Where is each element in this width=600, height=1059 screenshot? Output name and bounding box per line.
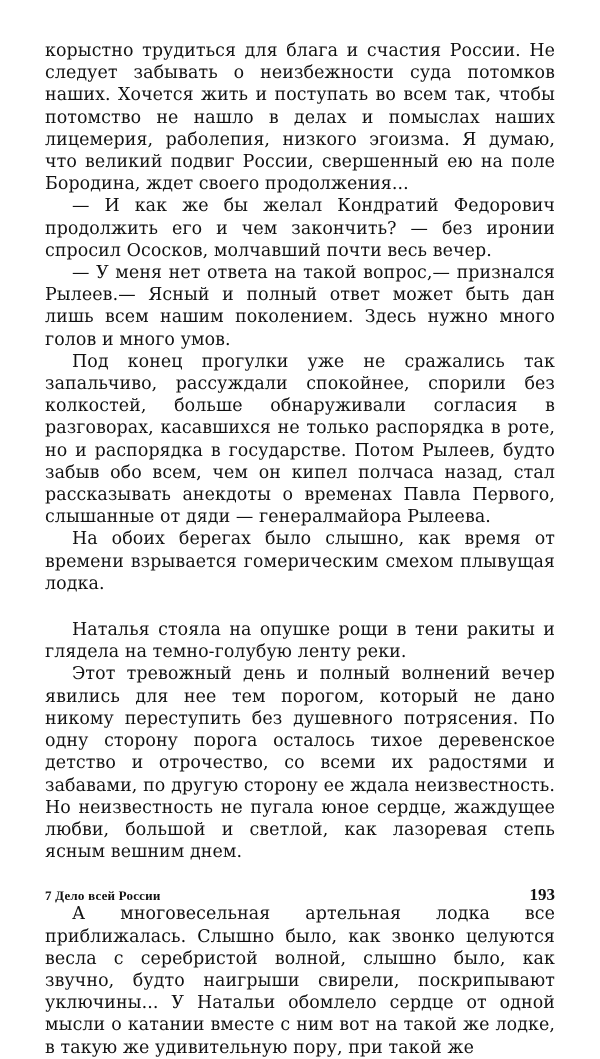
- paragraph: корыстно трудиться для блага и счастия России. Не следует забывать о неизбежности суда потомков наших. Хочется жить и поступать во всем так, чтобы потомство не нашло в делах и помыслах наших лицемерия, раболепия, низкого эгоизма. Я думаю, что великий подвиг России, свершенный ею на поле Бородина, ждет своего продолжения...: [45, 41, 555, 195]
- paragraph: — У меня нет ответа на такой вопрос,— признался Рылеев.— Ясный и полный ответ может быть дан лишь всем нашим поколением. Здесь нужно много голов и много умов.: [45, 263, 555, 350]
- paragraph: Этот тревожный день и полный волнений вечер явились для нее тем порогом, который не дано никому переступить без душевного потрясения. По одну сторону порога осталось тихое деревенское детство и отрочество, со всеми их радостями и забавами, по другую сторону ее ждала неизвестность. Но неизвестность не пугала юное сердце, жаждущее любви, большой и светлой, как лазоревая степь ясным вешним днем.: [45, 664, 555, 863]
- paragraph: Наталья стояла на опушке рощи в тени ракиты и глядела на темно-голубую ленту реки.: [45, 620, 555, 663]
- paragraph: — И как же бы желал Кондратий Федорович продолжить его и чем закончить? — без иронии спросил Ососков, молчавший почти весь вечер.: [45, 196, 555, 261]
- paragraph: На обоих берегах было слышно, как время от времени взрывается гомерическим смехом плывущая лодка.: [45, 529, 555, 594]
- paragraph: Под конец прогулки уже не сражались так запальчиво, рассуждали спокойнее, спорили без колкостей, больше обнаруживали согласия в разговорах, касавшихся не только распорядка в роте, но и распорядка в государстве. Потом Рылеев, будто забыв обо всем, чем он кипел полчаса назад, стал рассказывать анекдоты о временах Павла Первого, слышанные от дяди — генералмайора Рылеева.: [45, 351, 555, 528]
- paragraph: А многовесельная артельная лодка все приближалась. Слышно было, как звонко целуются весла с серебристой волной, слышно было, как звучно, будто наигрыши свирели, поскрипывают уключины... У Натальи обомлело сердце от одной мысли о катании вместе с ним вот на такой же лодке, в такую же удивительную пору, при такой же: [45, 904, 555, 1058]
- page-number: 193: [529, 885, 555, 904]
- section-break: [45, 595, 555, 619]
- page-footer: [45, 885, 555, 910]
- printer-signature: 7 Дело всей России: [45, 888, 161, 903]
